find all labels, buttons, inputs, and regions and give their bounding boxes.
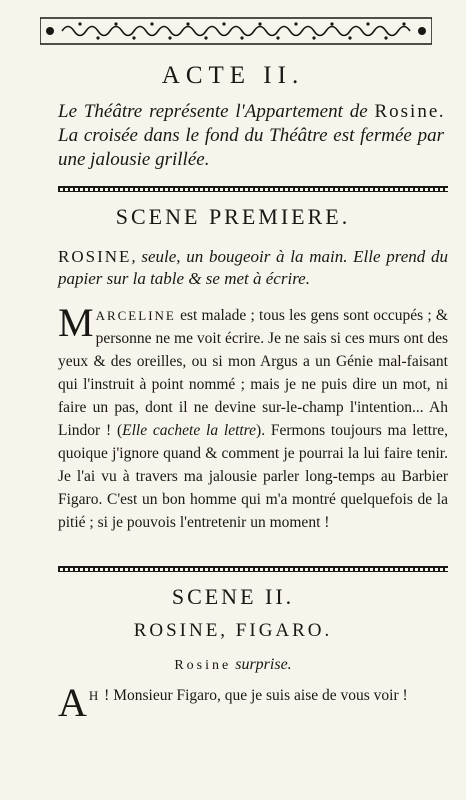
scene-title: SCENE II. bbox=[171, 584, 295, 609]
speech-text: ! Monsieur Figaro, que je suis aise de vous voir ! bbox=[100, 687, 408, 704]
character-name: ROSINE bbox=[58, 247, 132, 266]
stage-direction-part1: Le Théâtre représente l'Appartement de bbox=[58, 101, 375, 122]
speaker-line bbox=[0, 656, 466, 674]
drop-cap: A bbox=[58, 680, 87, 725]
scene-persons bbox=[58, 246, 448, 290]
stage-direction-part2: . La croisée dans le fond du Théâtre est fermée par une jalousie grillée. bbox=[58, 101, 444, 170]
divider-rule bbox=[58, 186, 448, 192]
drop-cap: M bbox=[58, 300, 94, 345]
scene-persons: ROSINE, FIGARO. bbox=[133, 620, 333, 641]
ornament-border bbox=[40, 16, 432, 46]
character-description: , seule, un bougeoir à la main. Elle prend du papier sur la table & se met à écrire. bbox=[58, 247, 448, 288]
drop-cap-rest: H bbox=[88, 688, 101, 703]
speech-paragraph bbox=[58, 680, 448, 725]
speaker-note: surprise. bbox=[231, 656, 292, 673]
speech-text-2: ). Fermons toujours ma lettre, quoique j'ignore quand & comment je pourrai la lui faire tenir. Je l'ai vu à travers ma jalousie parler long-temps au Barbier Figaro. C'est un bon homme qui m'a montré quelquefois de la pitié ; si je pouvois l'entretenir un moment ! bbox=[58, 422, 448, 531]
stage-aside: Elle cachete la lettre bbox=[122, 422, 257, 439]
speech-text-1: est malade ; tous les gens sont occupés ; & personne ne me voit écrire. Je ne sais si ces murs ont des yeux & des oreilles, ou si mon Argus a un Génie mal-faisant qui l'instruit à point nommé ; mais je ne puis dire un mot, ni faire un pas, dont il ne devine sur-le-champ l'intention... Ah Lindor ! ( bbox=[58, 307, 448, 439]
divider-rule bbox=[58, 566, 448, 572]
stage-direction-name: Rosine bbox=[374, 101, 440, 122]
act-title: ACTE II. bbox=[161, 62, 305, 89]
speech-paragraph bbox=[58, 300, 448, 534]
speaker-name: ARCELINE bbox=[95, 308, 176, 323]
speaker-name: Rosine bbox=[174, 658, 232, 673]
stage-direction bbox=[58, 100, 444, 172]
scene-title: SCENE PREMIERE. bbox=[115, 204, 351, 229]
